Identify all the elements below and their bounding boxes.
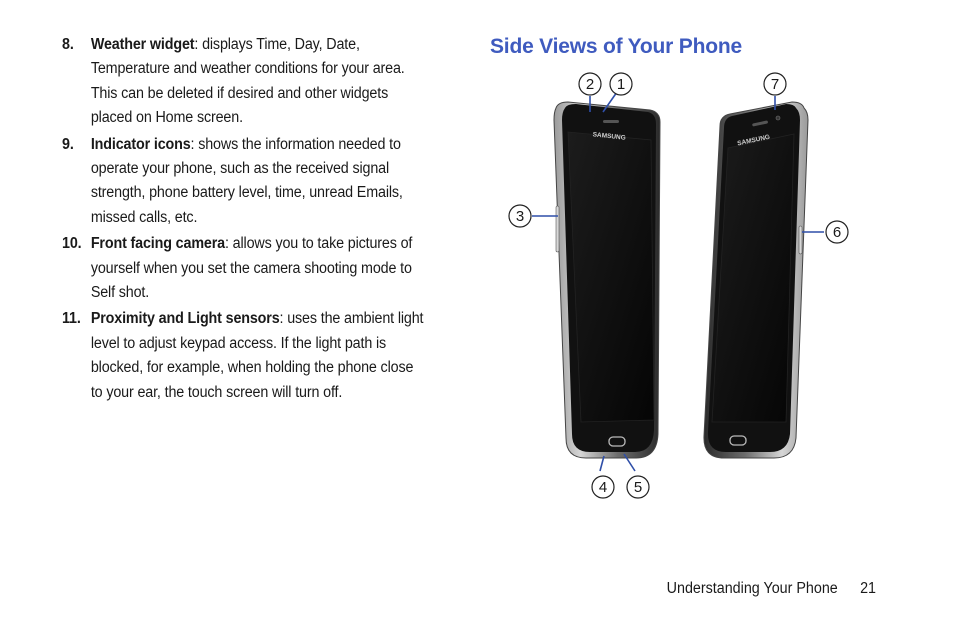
item-number: 11.	[62, 310, 81, 328]
right-camera-dot	[776, 116, 780, 120]
feature-list	[62, 33, 427, 407]
item-term: Indicator icons	[90, 135, 191, 153]
footer-chapter-title: Understanding Your Phone	[666, 580, 838, 597]
callout-number: 7	[770, 76, 780, 93]
right-brand-label: SAMSUNG	[736, 133, 771, 148]
callout-number: 6	[832, 224, 842, 241]
list-item	[62, 232, 427, 305]
callout-2	[579, 73, 601, 95]
item-number: 9.	[62, 135, 74, 153]
item-description: : displays Time, Day, Date, Temperature and weather conditions for your area. This can be deleted if desired and other widgets placed on Home screen.	[90, 36, 405, 127]
left-volume-key	[556, 206, 559, 252]
phone-side-views-figure	[490, 66, 870, 506]
left-brand-label: SAMSUNG	[592, 131, 627, 142]
list-item	[62, 33, 427, 131]
left-phone	[554, 102, 660, 458]
callout-number: 2	[585, 76, 595, 93]
item-number: 8.	[62, 36, 74, 53]
left-phone-screen	[568, 132, 654, 422]
callout-number: 4	[598, 479, 608, 496]
item-term: Proximity and Light sensors	[90, 310, 280, 328]
callout-1	[610, 73, 632, 95]
section-heading: Side Views of Your Phone	[490, 35, 742, 58]
item-number: 10.	[62, 235, 82, 253]
item-description: : uses the ambient light level to adjust keypad access. If the light path is blocked, for example, when holding the phone close to your ear, the touch screen will turn off.	[90, 310, 424, 401]
item-term: Weather widget	[90, 36, 195, 53]
item-description: : allows you to take pictures of yourself when you set the camera shooting mode to Self shot.	[90, 235, 413, 302]
list-item	[62, 307, 427, 405]
right-power-key	[799, 226, 802, 254]
page-number: 21	[860, 580, 876, 597]
callout-5	[627, 476, 649, 498]
callout-4	[592, 476, 614, 498]
item-description: : shows the information needed to operate your phone, such as the received signal strength, phone battery level, time, unread Emails, missed calls, etc.	[90, 135, 403, 226]
callout-number: 5	[633, 479, 643, 496]
left-earpiece	[603, 120, 619, 123]
list-item	[62, 133, 427, 231]
page-footer	[619, 578, 876, 600]
callout-7	[764, 73, 786, 95]
right-phone	[704, 102, 808, 458]
callout-3	[509, 205, 531, 227]
callout-6	[826, 221, 848, 243]
callout-number: 1	[616, 76, 626, 93]
callout-number: 3	[515, 208, 525, 225]
item-term: Front facing camera	[90, 235, 225, 253]
